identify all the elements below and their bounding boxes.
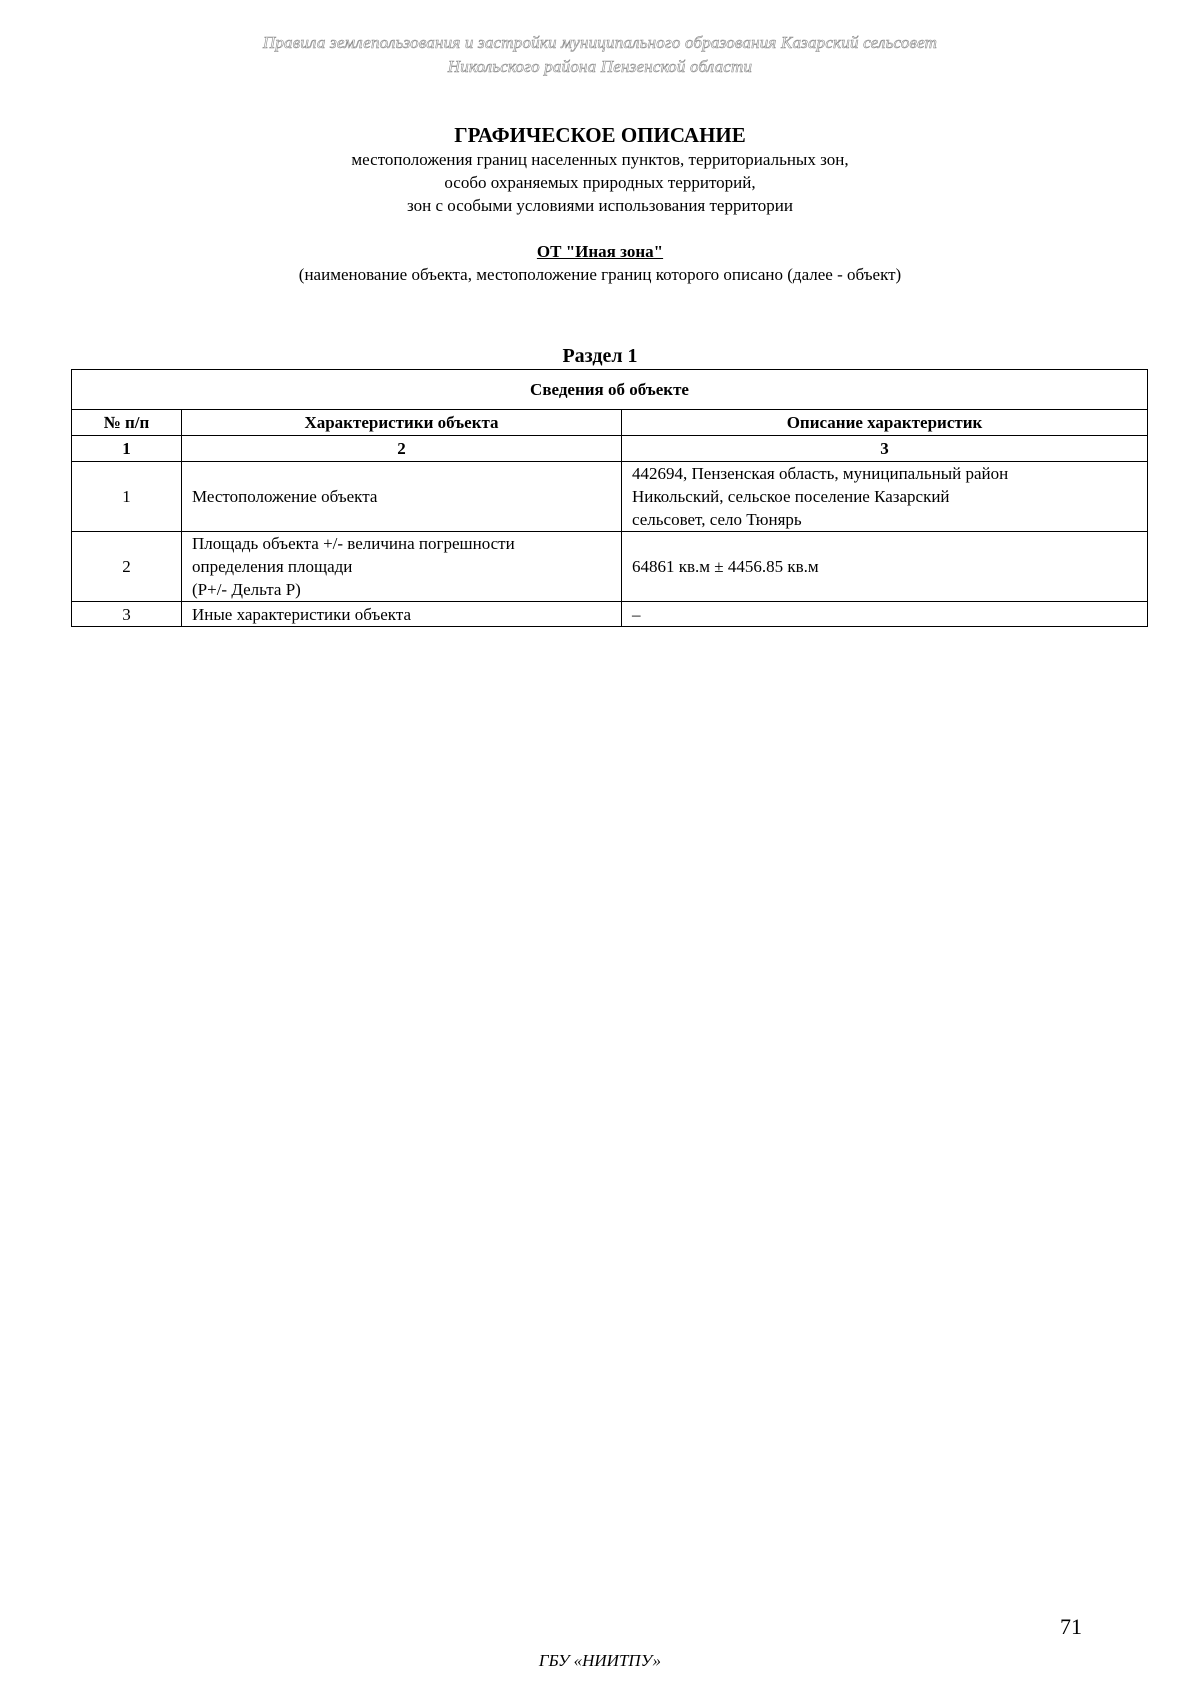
- footer-organization: ГБУ «НИИТПУ»: [538, 1651, 662, 1670]
- row-number: 2: [72, 532, 182, 602]
- column-number-3: 3: [622, 436, 1148, 462]
- object-name: [0, 241, 1200, 263]
- running-header-line-2: Никольского района Пензенской области: [447, 57, 753, 76]
- table-column-numbers-row: [72, 436, 1148, 462]
- row-description-line: сельсовет, село Тюнярь: [632, 510, 802, 529]
- document-subtitle-line-3: зон с особыми условиями использования территории: [407, 196, 793, 215]
- row-description: –: [622, 602, 1148, 627]
- row-characteristic-line: (P+/- Дельта P): [192, 580, 301, 599]
- column-header-number: № п/п: [72, 410, 182, 436]
- table-caption-row: [72, 370, 1148, 410]
- table-caption: Сведения об объекте: [72, 370, 1148, 410]
- document-subtitle-line-1: местоположения границ населенных пунктов, территориальных зон,: [351, 150, 849, 169]
- row-description: [622, 462, 1148, 532]
- table-row: [72, 602, 1148, 627]
- row-number: 1: [72, 462, 182, 532]
- row-characteristic: Местоположение объекта: [182, 462, 622, 532]
- object-name-note: (наименование объекта, местоположение границ которого описано (далее - объект): [298, 265, 902, 284]
- row-characteristic: [182, 532, 622, 602]
- table-header-row: [72, 410, 1148, 436]
- running-header-line-1: Правила землепользования и застройки муниципального образования Казарский сельсовет: [262, 33, 938, 52]
- row-description-line: 442694, Пензенская область, муниципальный район: [632, 464, 1009, 483]
- page-number: 71: [1060, 1614, 1082, 1639]
- row-description: 64861 кв.м ± 4456.85 кв.м: [622, 532, 1148, 602]
- column-header-characteristic: Характеристики объекта: [182, 410, 622, 436]
- column-number-2: 2: [182, 436, 622, 462]
- section-title: Раздел 1: [562, 345, 638, 367]
- document-title: ГРАФИЧЕСКОЕ ОПИСАНИЕ: [454, 123, 746, 147]
- table-row: [72, 462, 1148, 532]
- row-number: 3: [72, 602, 182, 627]
- object-info-table: [71, 369, 1148, 627]
- object-name-text: ОТ "Иная зона": [536, 242, 664, 261]
- column-number-1: 1: [72, 436, 182, 462]
- row-characteristic-line: определения площади: [192, 557, 353, 576]
- row-characteristic: Иные характеристики объекта: [182, 602, 622, 627]
- document-subtitle-line-2: особо охраняемых природных территорий,: [444, 173, 756, 192]
- table-row: [72, 532, 1148, 602]
- row-characteristic-line: Площадь объекта +/- величина погрешности: [192, 534, 515, 553]
- row-description-line: Никольский, сельское поселение Казарский: [632, 487, 950, 506]
- column-header-description: Описание характеристик: [622, 410, 1148, 436]
